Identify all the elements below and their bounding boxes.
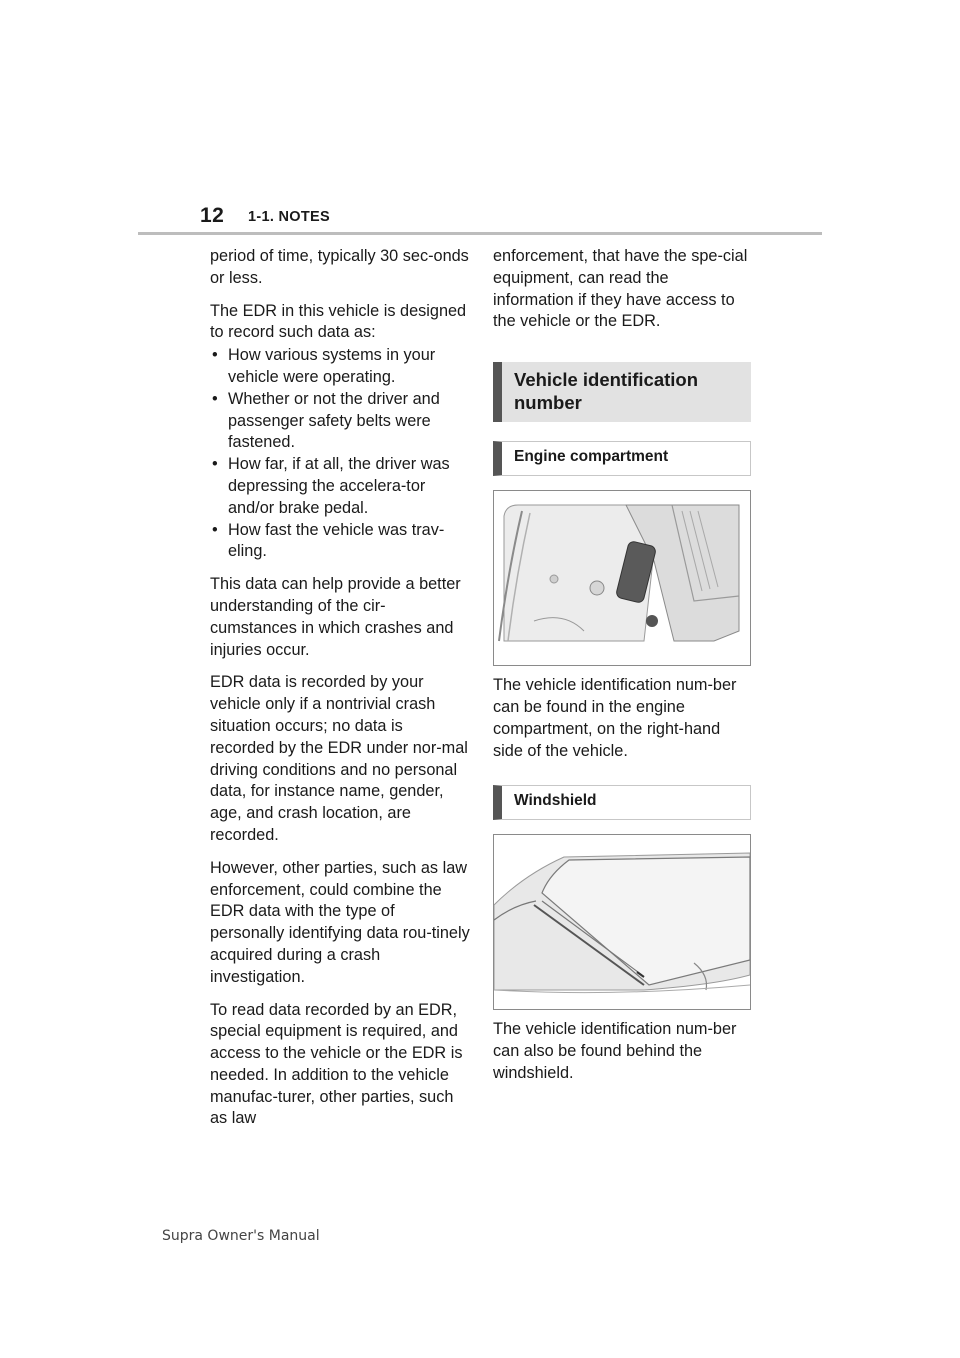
footer-manual-title: Supra Owner's Manual: [162, 1228, 320, 1244]
right-column: [493, 246, 751, 1096]
left-column: [210, 246, 470, 1141]
paragraph: EDR data is recorded by your vehicle only if a nontrivial crash situation occurs; no data is recorded by the EDR under nor-mal driving conditions and no personal data, for instance name, gender, age, and crash location, are recorded.: [210, 673, 468, 844]
page-number: 12: [200, 204, 225, 227]
subheading-engine: Engine compartment: [514, 448, 669, 466]
subheading-box: [493, 785, 751, 820]
windshield-illustration: [493, 834, 751, 1010]
paragraph: This data can help provide a better understanding of the cir-cumstances in which crashes and injuries occur.: [210, 575, 461, 659]
subheading-box: [493, 441, 751, 476]
section-heading: Vehicle identification number: [514, 369, 699, 414]
section-title: 1-1. NOTES: [248, 209, 330, 225]
paragraph: The EDR in this vehicle is designed to record such data as:: [210, 301, 467, 342]
list-item: • How various systems in your vehicle were operating.: [210, 345, 470, 389]
edr-record-list: [210, 345, 470, 563]
list-item: • How fast the vehicle was trav-eling.: [210, 520, 470, 564]
paragraph: The vehicle identification num-ber can be found in the engine compartment, on the right-hand side of the vehicle.: [493, 676, 737, 760]
list-item: • How far, if at all, the driver was depressing the accelera-tor and/or brake pedal.: [210, 454, 470, 519]
section-heading-box: [493, 362, 751, 422]
header-divider: [138, 232, 822, 235]
paragraph: enforcement, that have the spe-cial equipment, can read the information if they have access to the vehicle or the EDR.: [493, 247, 748, 331]
paragraph: To read data recorded by an EDR, special equipment is required, and access to the vehicle or the EDR is needed. In addition to the vehicle manufac-turer, other parties, such as law: [210, 1000, 463, 1128]
list-item: • Whether or not the driver and passenger safety belts were fastened.: [210, 389, 470, 454]
paragraph: period of time, typically 30 sec-onds or less.: [210, 247, 469, 287]
page-header: [0, 0, 960, 240]
paragraph: However, other parties, such as law enforcement, could combine the EDR data with the type of personally identifying data rou-tinely acquired during a crash investigation.: [210, 858, 470, 986]
engine-compartment-illustration: [493, 490, 751, 666]
paragraph: The vehicle identification num-ber can also be found behind the windshield.: [493, 1020, 737, 1082]
subheading-windshield: Windshield: [514, 792, 597, 810]
